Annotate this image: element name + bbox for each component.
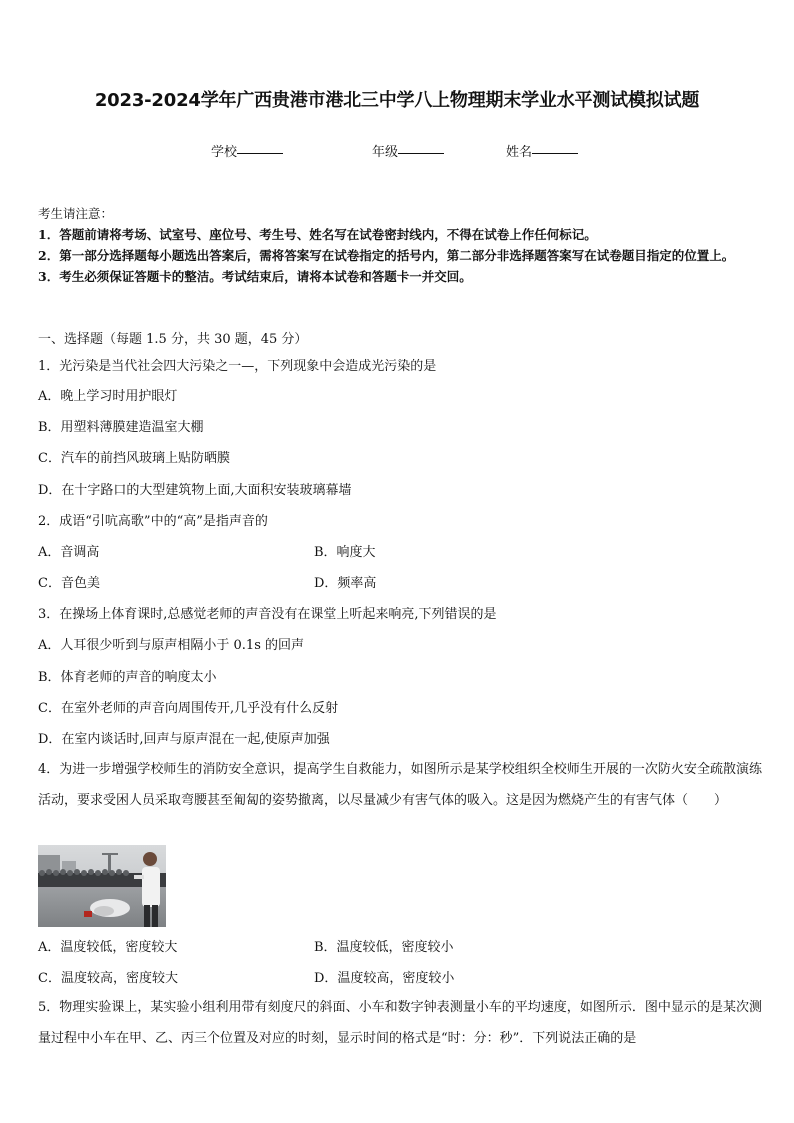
name-label: 姓名 — [506, 145, 533, 160]
q1-stem: 1．光污染是当代社会四大污染之一—，下列现象中会造成光污染的是 — [38, 359, 437, 374]
notice-item-1: 1．答题前请将考场、试室号、座位号、考生号、姓名写在试卷密封线内，不得在试卷上作任何标记。 — [38, 227, 597, 242]
page-title: 2023-2024学年广西贵港市港北三中学八上物理期末学业水平测试模拟试题 — [94, 90, 700, 111]
q3-option-a: A．人耳很少听到与原声相隔小于 0.1s 的回声 — [38, 638, 304, 653]
q4-option-a: A．温度较低，密度较大 — [38, 940, 178, 955]
q4-options-row-2 — [38, 967, 455, 986]
grade-label: 年级 — [372, 145, 399, 160]
q3-option-d: D．在室内谈话时,回声与原声混在一起,使原声加强 — [38, 732, 330, 747]
q1-option-d: D．在十字路口的大型建筑物上面,大面积安装玻璃幕墙 — [38, 483, 352, 498]
notice-item-3: 3．考生必须保证答题卡的整洁。考试结束后，请将本试卷和答题卡一并交回。 — [38, 269, 472, 284]
school-blank — [237, 141, 283, 154]
q2-option-c: C．音色美 — [38, 576, 100, 591]
q1-option-b: B．用塑料薄膜建造温室大棚 — [38, 420, 204, 435]
grade-blank — [398, 141, 444, 154]
q4-option-b: B．温度较低，密度较小 — [314, 940, 454, 955]
notice-item-2: 2．第一部分选择题每小题选出答案后，需将答案写在试卷指定的括号内，第二部分非选择题答案写在试卷题目指定的位置上。 — [38, 248, 735, 263]
q4-option-d: D．温度较高，密度较小 — [314, 971, 455, 986]
q2-options-row-1 — [38, 541, 376, 560]
fire-drill-photo-art — [38, 845, 166, 927]
q1-option-c: C．汽车的前挡风玻璃上贴防晒膜 — [38, 451, 230, 466]
q3-option-b: B．体育老师的声音的响度太小 — [38, 670, 217, 685]
school-field — [211, 141, 237, 160]
q3-stem: 3．在操场上体育课时,总感觉老师的声音没有在课堂上听起来响亮,下列错误的是 — [38, 607, 497, 622]
fire-drill-photo — [38, 845, 166, 927]
q2-option-d: D．频率高 — [314, 576, 377, 591]
q4-option-c: C．温度较高，密度较大 — [38, 971, 178, 986]
q3-option-c: C．在室外老师的声音向周围传开,几乎没有什么反射 — [38, 701, 339, 716]
notice-heading: 考生请注意： — [38, 206, 114, 221]
notice-block — [38, 203, 760, 287]
section-heading: 一、选择题（每题 1.5 分，共 30 题，45 分） — [38, 332, 308, 347]
q2-option-a: A．音调高 — [38, 545, 100, 560]
school-label: 学校 — [211, 145, 238, 160]
name-field — [506, 141, 532, 160]
q2-stem: 2．成语“引吭高歌”中的“高”是指声音的 — [38, 514, 268, 529]
q1-option-a: A．晚上学习时用护眼灯 — [38, 389, 178, 404]
q2-option-b: B．响度大 — [314, 545, 376, 560]
name-blank — [532, 141, 578, 154]
q2-options-row-2 — [38, 572, 377, 591]
grade-field — [372, 141, 398, 160]
q4-options-row-1 — [38, 936, 454, 955]
q5-stem: 5．物理实验课上，某实验小组利用带有刻度尺的斜面、小车和数字钟表测量小车的平均速度，如图所示．图中显示的是某次测量过程中小车在甲、乙、丙三个位置及对应的时刻，显示时间的格式是“时：分：秒”．下列说法正确的是 — [38, 1000, 762, 1046]
q4-stem: 4．为进一步增强学校师生的消防安全意识，提高学生自救能力，如图所示是某学校组织全校师生开展的一次防火安全疏散演练活动，要求受困人员采取弯腰甚至匍匐的姿势撤离，以尽量减少有害气体的吸入。这是因为燃烧产生的有害气体（ ） — [38, 762, 762, 808]
